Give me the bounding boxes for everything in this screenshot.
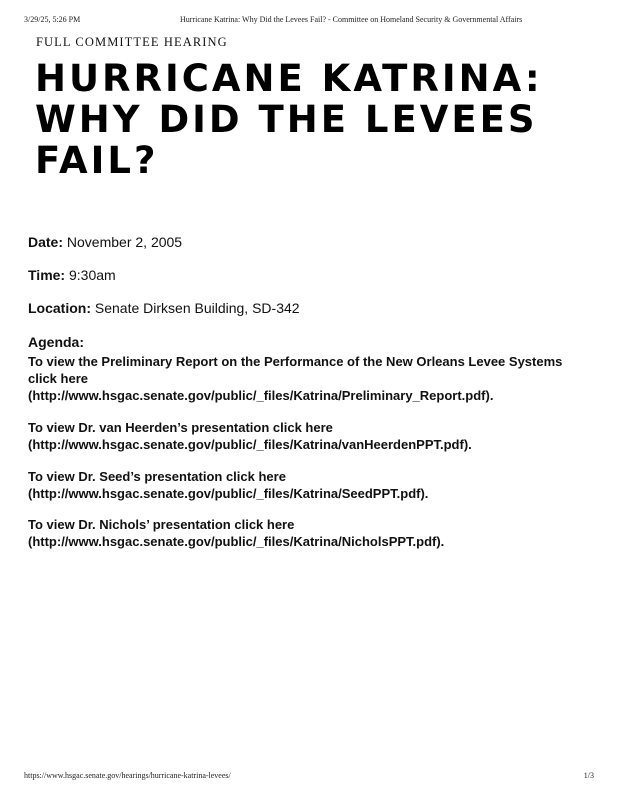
print-page-number: 1/3	[583, 771, 594, 780]
time-value: 9:30am	[65, 267, 116, 283]
hearing-date	[28, 234, 588, 250]
nichols-presentation-url: (http://www.hsgac.senate.gov/public/_files/Katrina/NicholsPPT.pdf).	[28, 534, 445, 549]
print-page-title: Hurricane Katrina: Why Did the Levees Fail? - Committee on Homeland Security & Governmental Affairs	[180, 15, 523, 24]
date-label: Date:	[28, 234, 64, 250]
date-value: November 2, 2005	[63, 234, 183, 250]
agenda-item	[28, 468, 568, 502]
time-label: Time:	[28, 267, 66, 283]
van-heerden-presentation-url: (http://www.hsgac.senate.gov/public/_files/Katrina/vanHeerdenPPT.pdf).	[28, 437, 472, 452]
location-value: Senate Dirksen Building, SD-342	[91, 300, 300, 316]
hearing-time	[28, 267, 588, 283]
print-header	[24, 15, 594, 27]
agenda-heading: Agenda:	[28, 334, 84, 350]
print-footer	[24, 771, 594, 783]
location-label: Location:	[28, 300, 91, 316]
agenda-item	[28, 419, 568, 453]
preliminary-report-url: (http://www.hsgac.senate.gov/public/_files/Katrina/Preliminary_Report.pdf).	[28, 388, 494, 403]
preliminary-report-link[interactable]: To view the Preliminary Report on the Performance of the New Orleans Levee Systems click here	[28, 354, 563, 386]
nichols-presentation-link[interactable]: To view Dr. Nichols’ presentation click here	[28, 517, 295, 532]
agenda-item	[28, 516, 568, 550]
page-title: HURRICANE KATRINA: WHY DID THE LEVEES FAIL?	[35, 57, 543, 182]
hearing-type-label: FULL COMMITTEE HEARING	[36, 35, 228, 49]
seed-presentation-url: (http://www.hsgac.senate.gov/public/_files/Katrina/SeedPPT.pdf).	[28, 486, 429, 501]
print-page-url: https://www.hsgac.senate.gov/hearings/hurricane-katrina-levees/	[24, 771, 231, 780]
hearing-location	[28, 300, 588, 316]
seed-presentation-link[interactable]: To view Dr. Seed’s presentation click here	[28, 469, 286, 484]
print-datetime: 3/29/25, 5:26 PM	[24, 15, 81, 24]
van-heerden-presentation-link[interactable]: To view Dr. van Heerden’s presentation click here	[28, 420, 333, 435]
agenda-item	[28, 353, 568, 404]
